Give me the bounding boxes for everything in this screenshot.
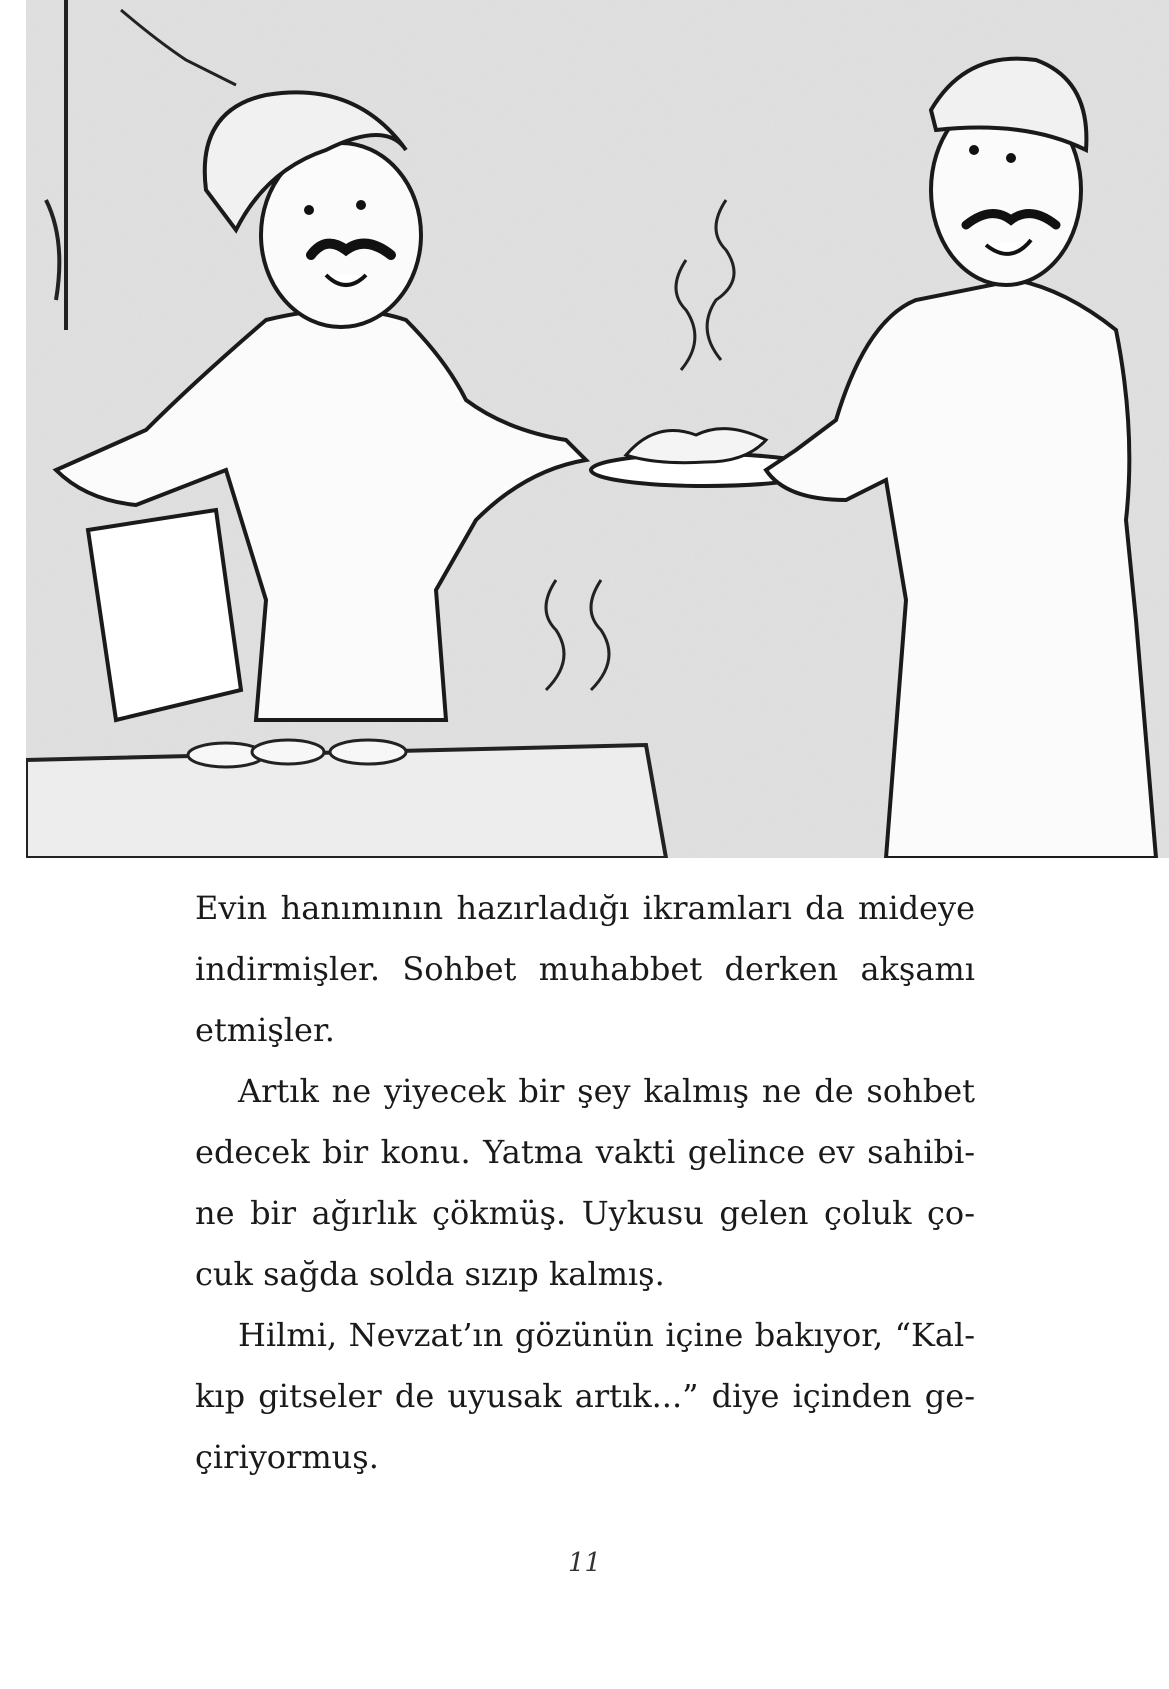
paragraph-1: Evin hanımının hazırladığı ikramları da mideye indirmişler. Sohbet muhabbet derken akşamı etmişler. [195,889,975,1049]
paragraph-2: Artık ne yiyecek bir şey kalmış ne de sohbet edecek bir konu. Yatma vakti gelince ev sahibine bir ağırlık çökmüş. Uykusu gelen çoluk çocuk sağda solda sızıp kalmış. [195,1072,975,1293]
page-illustration [26,0,1169,858]
page-number: 11 [567,1548,602,1578]
paper [88,510,241,720]
story-text [195,878,975,1488]
paragraph-3: Hilmi, Nevzat’ın gözünün içine bakıyor, “Kalkıp gitseler de uyusak artık...” diye içinden geçiriyormuş. [195,1316,975,1476]
